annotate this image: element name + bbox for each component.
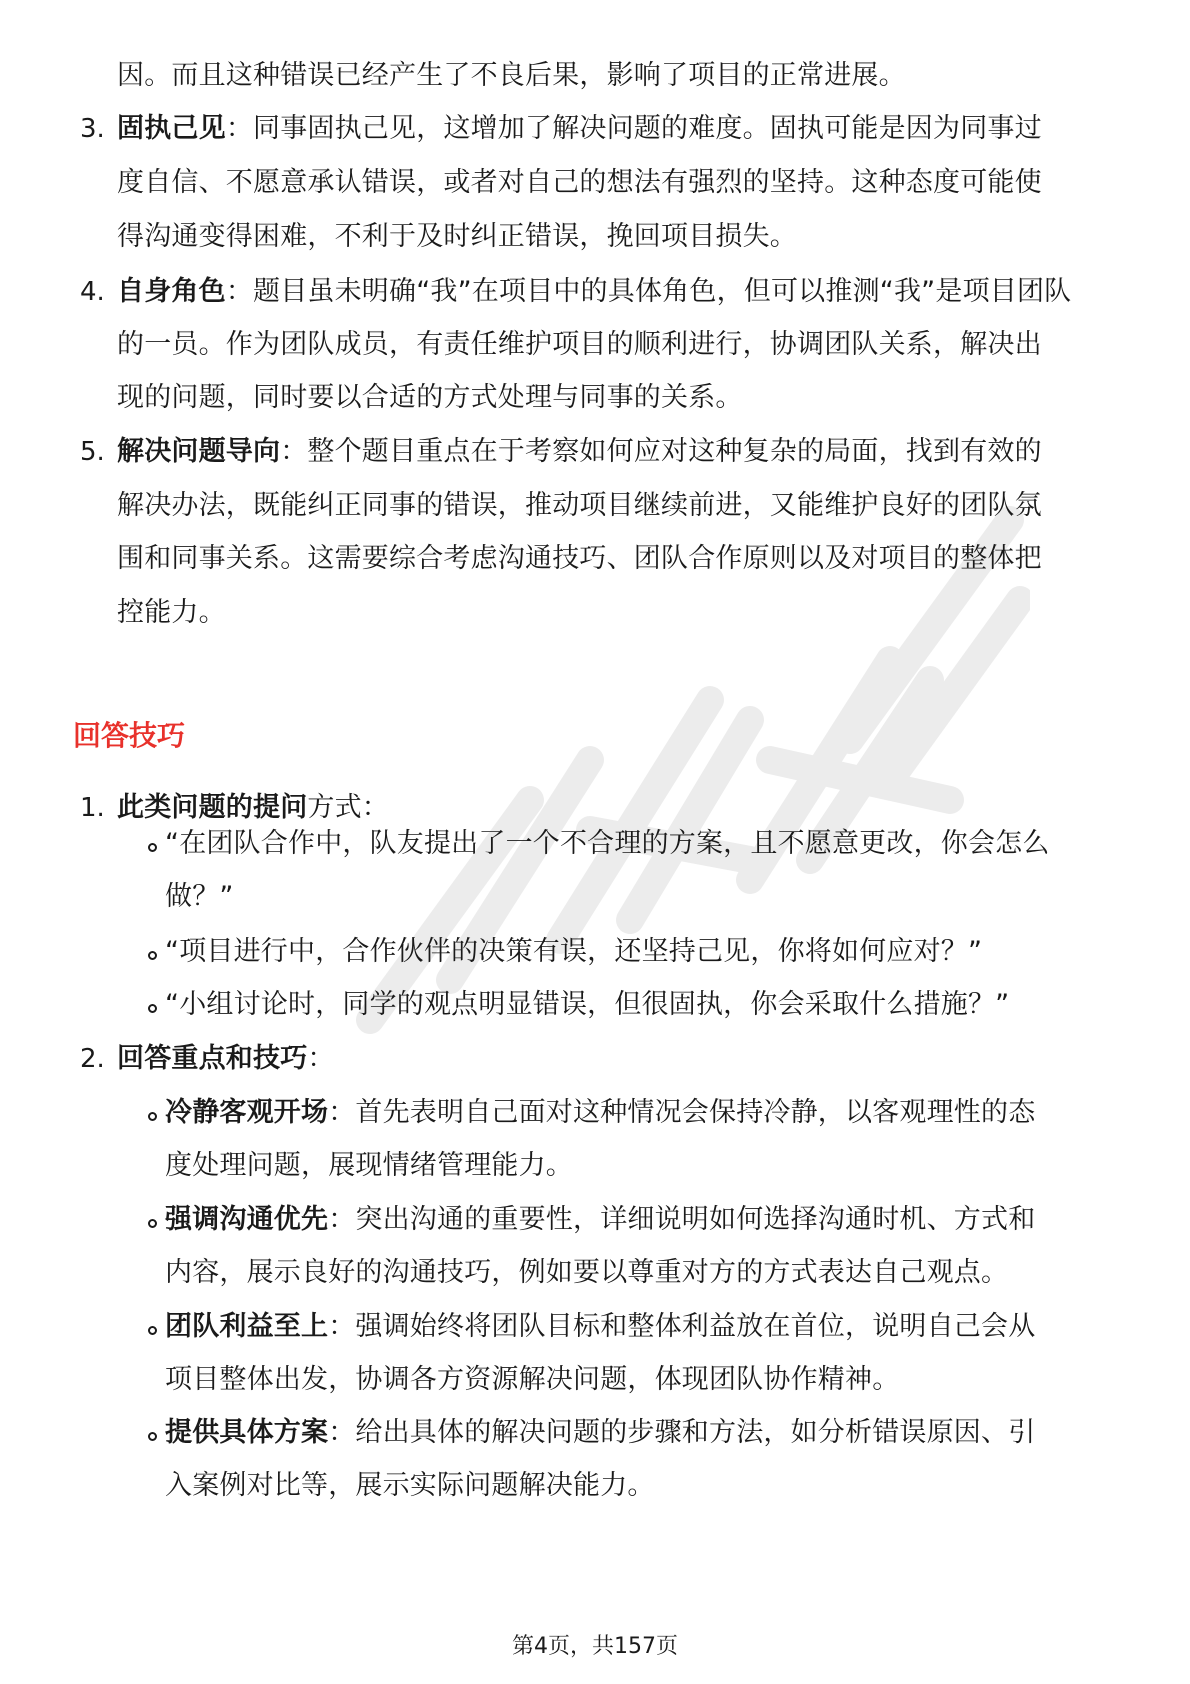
bullet-icon <box>148 1004 157 1013</box>
list-item-text: ：同事固执己见，这增加了解决问题的难度。固执可能是因为同事过 <box>225 113 1042 144</box>
list-number: 5. <box>80 437 105 467</box>
sub-item-line: 度处理问题，展现情绪管理能力。 <box>165 1150 573 1181</box>
bullet-icon <box>148 1219 157 1228</box>
list-item-line: 控能力。 <box>117 597 226 628</box>
sub-item-line: “小组讨论时，同学的观点明显错误，但很固执，你会采取什么措施？” <box>165 989 1010 1020</box>
bullet-icon <box>148 1326 157 1335</box>
tip-title: 回答重点和技巧： <box>117 1043 335 1074</box>
page-number-footer: 第4页，共157页 <box>512 1634 678 1659</box>
bullet-icon <box>148 1112 157 1121</box>
sub-item-line: 提供具体方案：给出具体的解决问题的步骤和方法，如分析错误原因、引 <box>165 1417 1036 1448</box>
list-item-line: 现的问题，同时要以合适的方式处理与同事的关系。 <box>117 382 743 413</box>
list-item-line: 度自信、不愿意承认错误，或者对自己的想法有强烈的坚持。这种态度可能使 <box>117 167 1042 198</box>
list-number: 1. <box>80 793 105 823</box>
list-item-text: ：题目虽未明确“我”在项目中的具体角色，但可以推测“我”是项目团队 <box>225 276 1072 307</box>
sub-item-line: “在团队合作中，队友提出了一个不合理的方案，且不愿意更改，你会怎么 <box>165 828 1050 859</box>
list-item-line <box>117 274 1071 310</box>
sub-item-line: 冷静客观开场：首先表明自己面对这种情况会保持冷静，以客观理性的态 <box>165 1097 1036 1128</box>
bullet-icon <box>148 843 157 852</box>
list-item-line <box>117 111 1042 147</box>
list-item-line <box>117 434 1042 470</box>
sub-item-line: 强调沟通优先：突出沟通的重要性，详细说明如何选择沟通时机、方式和 <box>165 1204 1036 1235</box>
list-item-line: 的一员。作为团队成员，有责任维护项目的顺利进行，协调团队关系，解决出 <box>117 329 1042 360</box>
sub-item-line: “项目进行中，合作伙伴的决策有误，还坚持己见，你将如何应对？” <box>165 936 983 967</box>
continued-text-line: 因。而且这种错误已经产生了不良后果，影响了项目的正常进展。 <box>117 60 906 91</box>
bullet-icon <box>148 951 157 960</box>
sub-item-line: 内容，展示良好的沟通技巧，例如要以尊重对方的方式表达自己观点。 <box>165 1257 1009 1288</box>
list-item-title: 固执己见 <box>117 113 226 144</box>
sub-item-line: 入案例对比等，展示实际问题解决能力。 <box>165 1470 655 1501</box>
watermark <box>330 500 1030 1060</box>
section-title: 回答技巧 <box>73 719 186 752</box>
sub-item-line: 做？” <box>165 881 234 912</box>
bullet-icon <box>148 1432 157 1441</box>
sub-item-line: 团队利益至上：强调始终将团队目标和整体利益放在首位，说明自己会从 <box>165 1311 1036 1342</box>
list-item-line: 围和同事关系。这需要综合考虑沟通技巧、团队合作原则以及对项目的整体把 <box>117 543 1042 574</box>
list-item-text: ：整个题目重点在于考察如何应对这种复杂的局面，找到有效的 <box>280 436 1042 467</box>
list-item-title: 自身角色 <box>117 276 226 307</box>
list-number: 3. <box>80 114 105 144</box>
list-number: 4. <box>80 277 105 307</box>
tip-title: 此类问题的提问方式： <box>117 792 390 823</box>
sub-item-line: 项目整体出发，协调各方资源解决问题，体现团队协作精神。 <box>165 1364 900 1395</box>
list-item-line: 解决办法，既能纠正同事的错误，推动项目继续前进，又能维护良好的团队氛 <box>117 490 1042 521</box>
list-item-title: 解决问题导向 <box>117 436 281 467</box>
list-number: 2. <box>80 1044 105 1074</box>
list-item-line: 得沟通变得困难，不利于及时纠正错误，挽回项目损失。 <box>117 221 797 252</box>
